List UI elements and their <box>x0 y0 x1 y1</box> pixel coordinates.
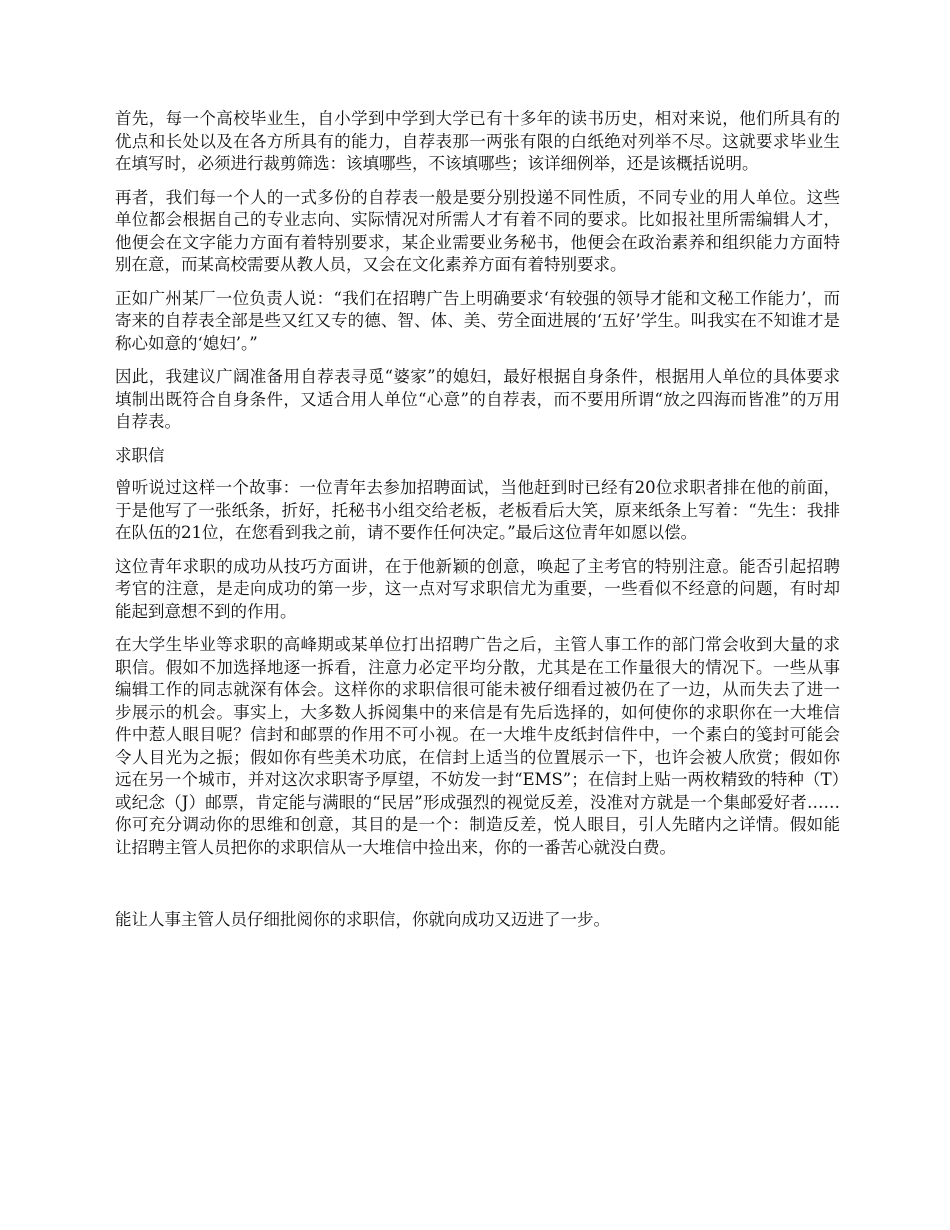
paragraph-envelope: 在大学生毕业等求职的高峰期或某单位打出招聘广告之后，主管人事工作的部门常会收到大量的求职信。假如不加选择地逐一拆看，注意力必定平均分散，尤其是在工作量很大的情况下。一些从事编辑工作的同志就深有体会。这样你的求职信很可能未被仔细看过被仍在了一边，从而失去了进一步展示的机会。事实上，大多数人拆阅集中的来信是有先后选择的，如何使你的求职你在一大堆信件中惹人眼目呢？信封和邮票的作用不可小视。在一大堆牛皮纸封信件中，一个素白的笺封可能会令人目光为之振；假如你有些美术功底，在信封上适当的位置展示一下，也许会被人欣赏；假如你远在另一个城市，并对这次求职寄予厚望，不妨发一封“EMS”；在信封上贴一两枚精致的特种（T）或纪念（J）邮票，肯定能与满眼的“民居”形成强烈的视觉反差，没准对方就是一个集邮爱好者……你可充分调动你的思维和创意，其目的是一个：制造反差，悦人眼目，引人先睹内之详情。假如能让招聘主管人员把你的求职信从一大堆信中捡出来，你的一番苦心就没白费。 <box>115 635 840 857</box>
section-heading: 求职信 <box>115 445 165 465</box>
paragraph-quote: 正如广州某厂一位负责人说：“我们在招聘广告上明确要求‘有较强的领导才能和文秘工作能力’，而寄来的自荐表全部是些又红又专的德、智、体、美、劳全面进展的‘五好’学生。叫我实在不知谁才是称心如意的‘媳妇’。” <box>115 288 840 353</box>
document-page <box>115 108 840 943</box>
paragraph-employers: 再者，我们每一个人的一式多份的自荐表一般是要分别投递不同性质，不同专业的用人单位。这些单位都会根据自己的专业志向、实际情况对所需人才有着不同的要求。比如报社里所需编辑人才，他便会在文字能力方面有着特别要求，某企业需要业务秘书，他便会在政治素养和组织能力方面特别在意，而某高校需要从教人员，又会在文化素养方面有着特别要求。 <box>115 187 840 274</box>
paragraph-advice: 因此，我建议广阔准备用自荐表寻觅“婆家”的媳妇，最好根据自身条件，根据用人单位的具体要求填制出既符合自身条件，又适合用人单位“心意”的自荐表，而不要用所谓“放之四海而皆准”的万用自荐表。 <box>115 367 840 431</box>
paragraph-creativity: 这位青年求职的成功从技巧方面讲，在于他新颖的创意，唤起了主考官的特别注意。能否引起招聘考官的注意，是走向成功的第一步，这一点对写求职信尤为重要，一些看似不经意的问题，有时却能起到意想不到的作用。 <box>115 556 840 621</box>
paragraph-closing: 能让人事主管人员仔细批阅你的求职信，你就向成功又迈进了一步。 <box>115 910 610 929</box>
paragraph-story: 曾听说过这样一个故事：一位青年去参加招聘面试，当他赶到时已经有20位求职者排在他的前面，于是他写了一张纸条，折好，托秘书小组交给老板，老板看后大笑，原来纸条上写着：“先生：我排在队伍的21位，在您看到我之前，请不要作任何决定。”最后这位青年如愿以偿。 <box>115 478 840 542</box>
paragraph-intro: 首先，每一个高校毕业生，自小学到中学到大学已有十多年的读书历史，相对来说，他们所具有的优点和长处以及在各方所具有的能力，自荐表那一两张有限的白纸绝对列举不尽。这就要求毕业生在填写时，必须进行裁剪筛选：该填哪些，不该填哪些；该详细例举，还是该概括说明。 <box>115 109 840 173</box>
